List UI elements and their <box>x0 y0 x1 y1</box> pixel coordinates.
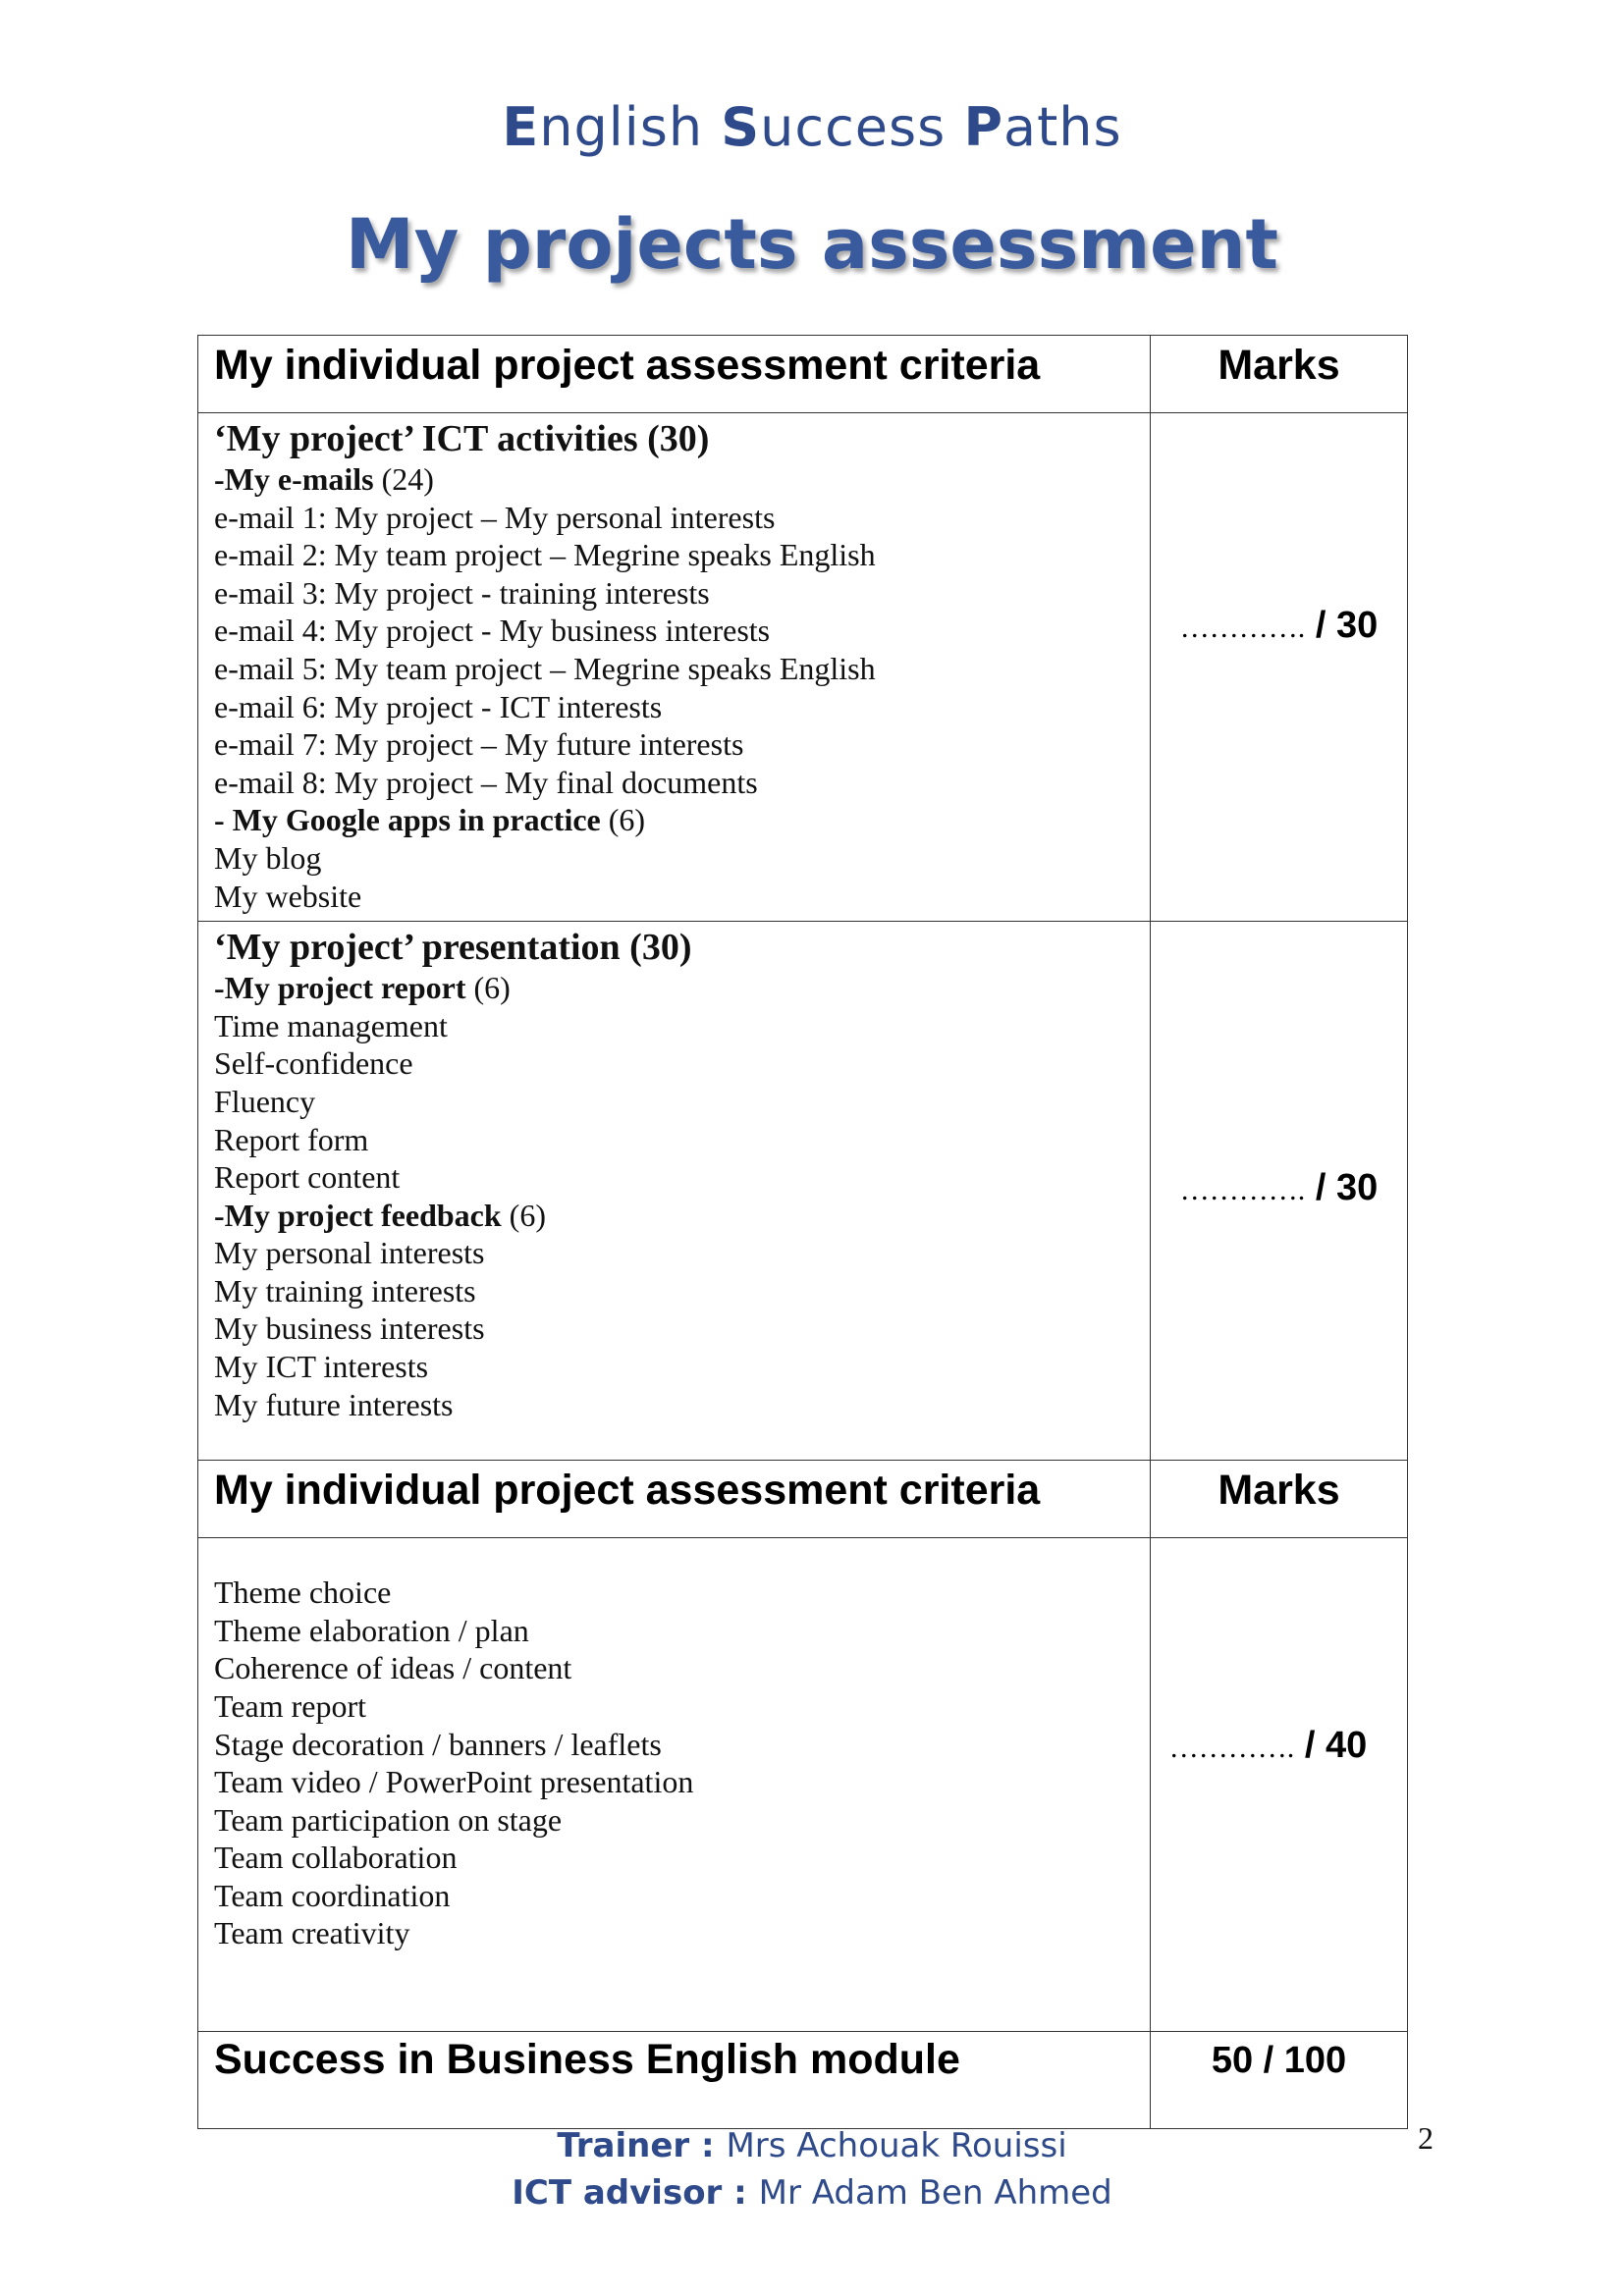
list-item: My blog <box>214 839 322 876</box>
criteria-header: My individual project assessment criteria <box>198 336 1151 413</box>
list-item: My business interests <box>214 1310 485 1347</box>
list-item: My personal interests <box>214 1235 485 1271</box>
table-header-row <box>198 1461 1408 1538</box>
mark-max: / 30 <box>1305 605 1379 646</box>
trainer-label: Trainer : <box>557 2126 727 2165</box>
list-item: Stage decoration / banners / leaflets <box>214 1726 662 1762</box>
list-item: Time management <box>214 1007 448 1043</box>
ict-activities-mark-cell <box>1151 413 1408 922</box>
criteria-header: My individual project assessment criteria <box>198 1461 1151 1538</box>
list-item: Report content <box>214 1159 401 1196</box>
trainer-name: Mrs Achouak Rouissi <box>726 2126 1067 2165</box>
list-item: e-mail 3: My project - training interests <box>214 574 710 611</box>
brand-letter-s: S <box>721 96 761 158</box>
assessment-table <box>197 335 1408 2129</box>
mark-field <box>1151 605 1407 647</box>
list-item: My website <box>214 878 362 914</box>
module-label: Success in Business English module <box>198 2032 1151 2129</box>
subsection-points: (6) <box>465 970 511 1006</box>
subsection-label: - My Google apps in practice <box>214 802 601 838</box>
trainer-line <box>0 2126 1624 2165</box>
mark-blank: …………. <box>1179 612 1306 644</box>
brand-word-english: nglish <box>539 96 722 158</box>
list-item: Team report <box>214 1687 367 1724</box>
list-item: e-mail 8: My project – My final documents <box>214 764 758 800</box>
presentation-row <box>198 922 1408 1461</box>
list-item: Team collaboration <box>214 1840 458 1876</box>
marks-header: Marks <box>1151 1461 1408 1538</box>
brand-letter-p: P <box>963 96 1004 158</box>
page-title: My projects assessment <box>346 204 1278 285</box>
mark-max: / 40 <box>1294 1725 1368 1767</box>
brand-word-success: uccess <box>760 96 964 158</box>
subsection-points: (6) <box>501 1197 546 1233</box>
list-item: Team creativity <box>214 1915 410 1951</box>
subsection-label: -My project feedback <box>214 1197 502 1233</box>
section-title: ‘My project’ ICT activities (30) <box>214 418 710 459</box>
ict-activities-row <box>198 413 1408 922</box>
list-item: Team video / PowerPoint presentation <box>214 1764 694 1800</box>
mark-max: / 30 <box>1305 1167 1379 1209</box>
ict-advisor-label: ICT advisor : <box>512 2173 759 2213</box>
list-item: e-mail 2: My team project – Megrine speaks English <box>214 537 876 573</box>
list-item: Team coordination <box>214 1877 451 1913</box>
brand-letter-e: E <box>502 96 540 158</box>
list-item: e-mail 4: My project - My business interests <box>214 613 771 649</box>
ict-advisor-line <box>0 2173 1624 2213</box>
subsection-points: (6) <box>600 802 646 838</box>
presentation-criteria <box>198 922 1151 1461</box>
list-item: Theme elaboration / plan <box>214 1612 529 1648</box>
mark-field <box>1151 1725 1385 1767</box>
team-project-criteria <box>198 1538 1151 2032</box>
list-item: e-mail 7: My project – My future interests <box>214 726 744 763</box>
ict-activities-criteria <box>198 413 1151 922</box>
list-item: My ICT interests <box>214 1349 429 1385</box>
list-item: Fluency <box>214 1083 316 1119</box>
table-header-row <box>198 336 1408 413</box>
subsection-points: (24) <box>373 461 434 497</box>
list-item: Coherence of ideas / content <box>214 1650 572 1686</box>
list-item: Team participation on stage <box>214 1801 563 1838</box>
section-title: ‘My project’ presentation (30) <box>214 927 692 969</box>
list-item: Self-confidence <box>214 1045 413 1082</box>
marks-header: Marks <box>1151 336 1408 413</box>
subsection-label: -My project report <box>214 970 466 1006</box>
list-item: e-mail 5: My team project – Megrine speaks English <box>214 650 876 686</box>
mark-field <box>1151 1167 1407 1209</box>
list-item: e-mail 1: My project – My personal interests <box>214 499 776 535</box>
ict-advisor-name: Mr Adam Ben Ahmed <box>758 2173 1112 2213</box>
list-item: Theme choice <box>214 1575 392 1611</box>
brand-word-paths: aths <box>1003 96 1122 158</box>
list-item: My training interests <box>214 1272 476 1308</box>
final-score: 50 / 100 <box>1151 2032 1408 2129</box>
brand-heading <box>0 96 1624 158</box>
list-item: Report form <box>214 1121 369 1157</box>
page-number: 2 <box>1418 2120 1434 2156</box>
subsection-feedback <box>214 1197 1150 1235</box>
mark-blank: …………. <box>1168 1732 1295 1765</box>
team-project-row <box>198 1538 1408 2032</box>
subsection-google-apps <box>214 801 1150 839</box>
subsection-label: -My e-mails <box>214 461 374 497</box>
final-score-row <box>198 2032 1408 2129</box>
mark-blank: …………. <box>1179 1174 1306 1207</box>
team-project-mark-cell <box>1151 1538 1408 2032</box>
subsection-report <box>214 969 1150 1007</box>
list-item: e-mail 6: My project - ICT interests <box>214 688 663 724</box>
presentation-mark-cell <box>1151 922 1408 1461</box>
list-item: My future interests <box>214 1386 454 1422</box>
subsection-emails <box>214 460 1150 499</box>
